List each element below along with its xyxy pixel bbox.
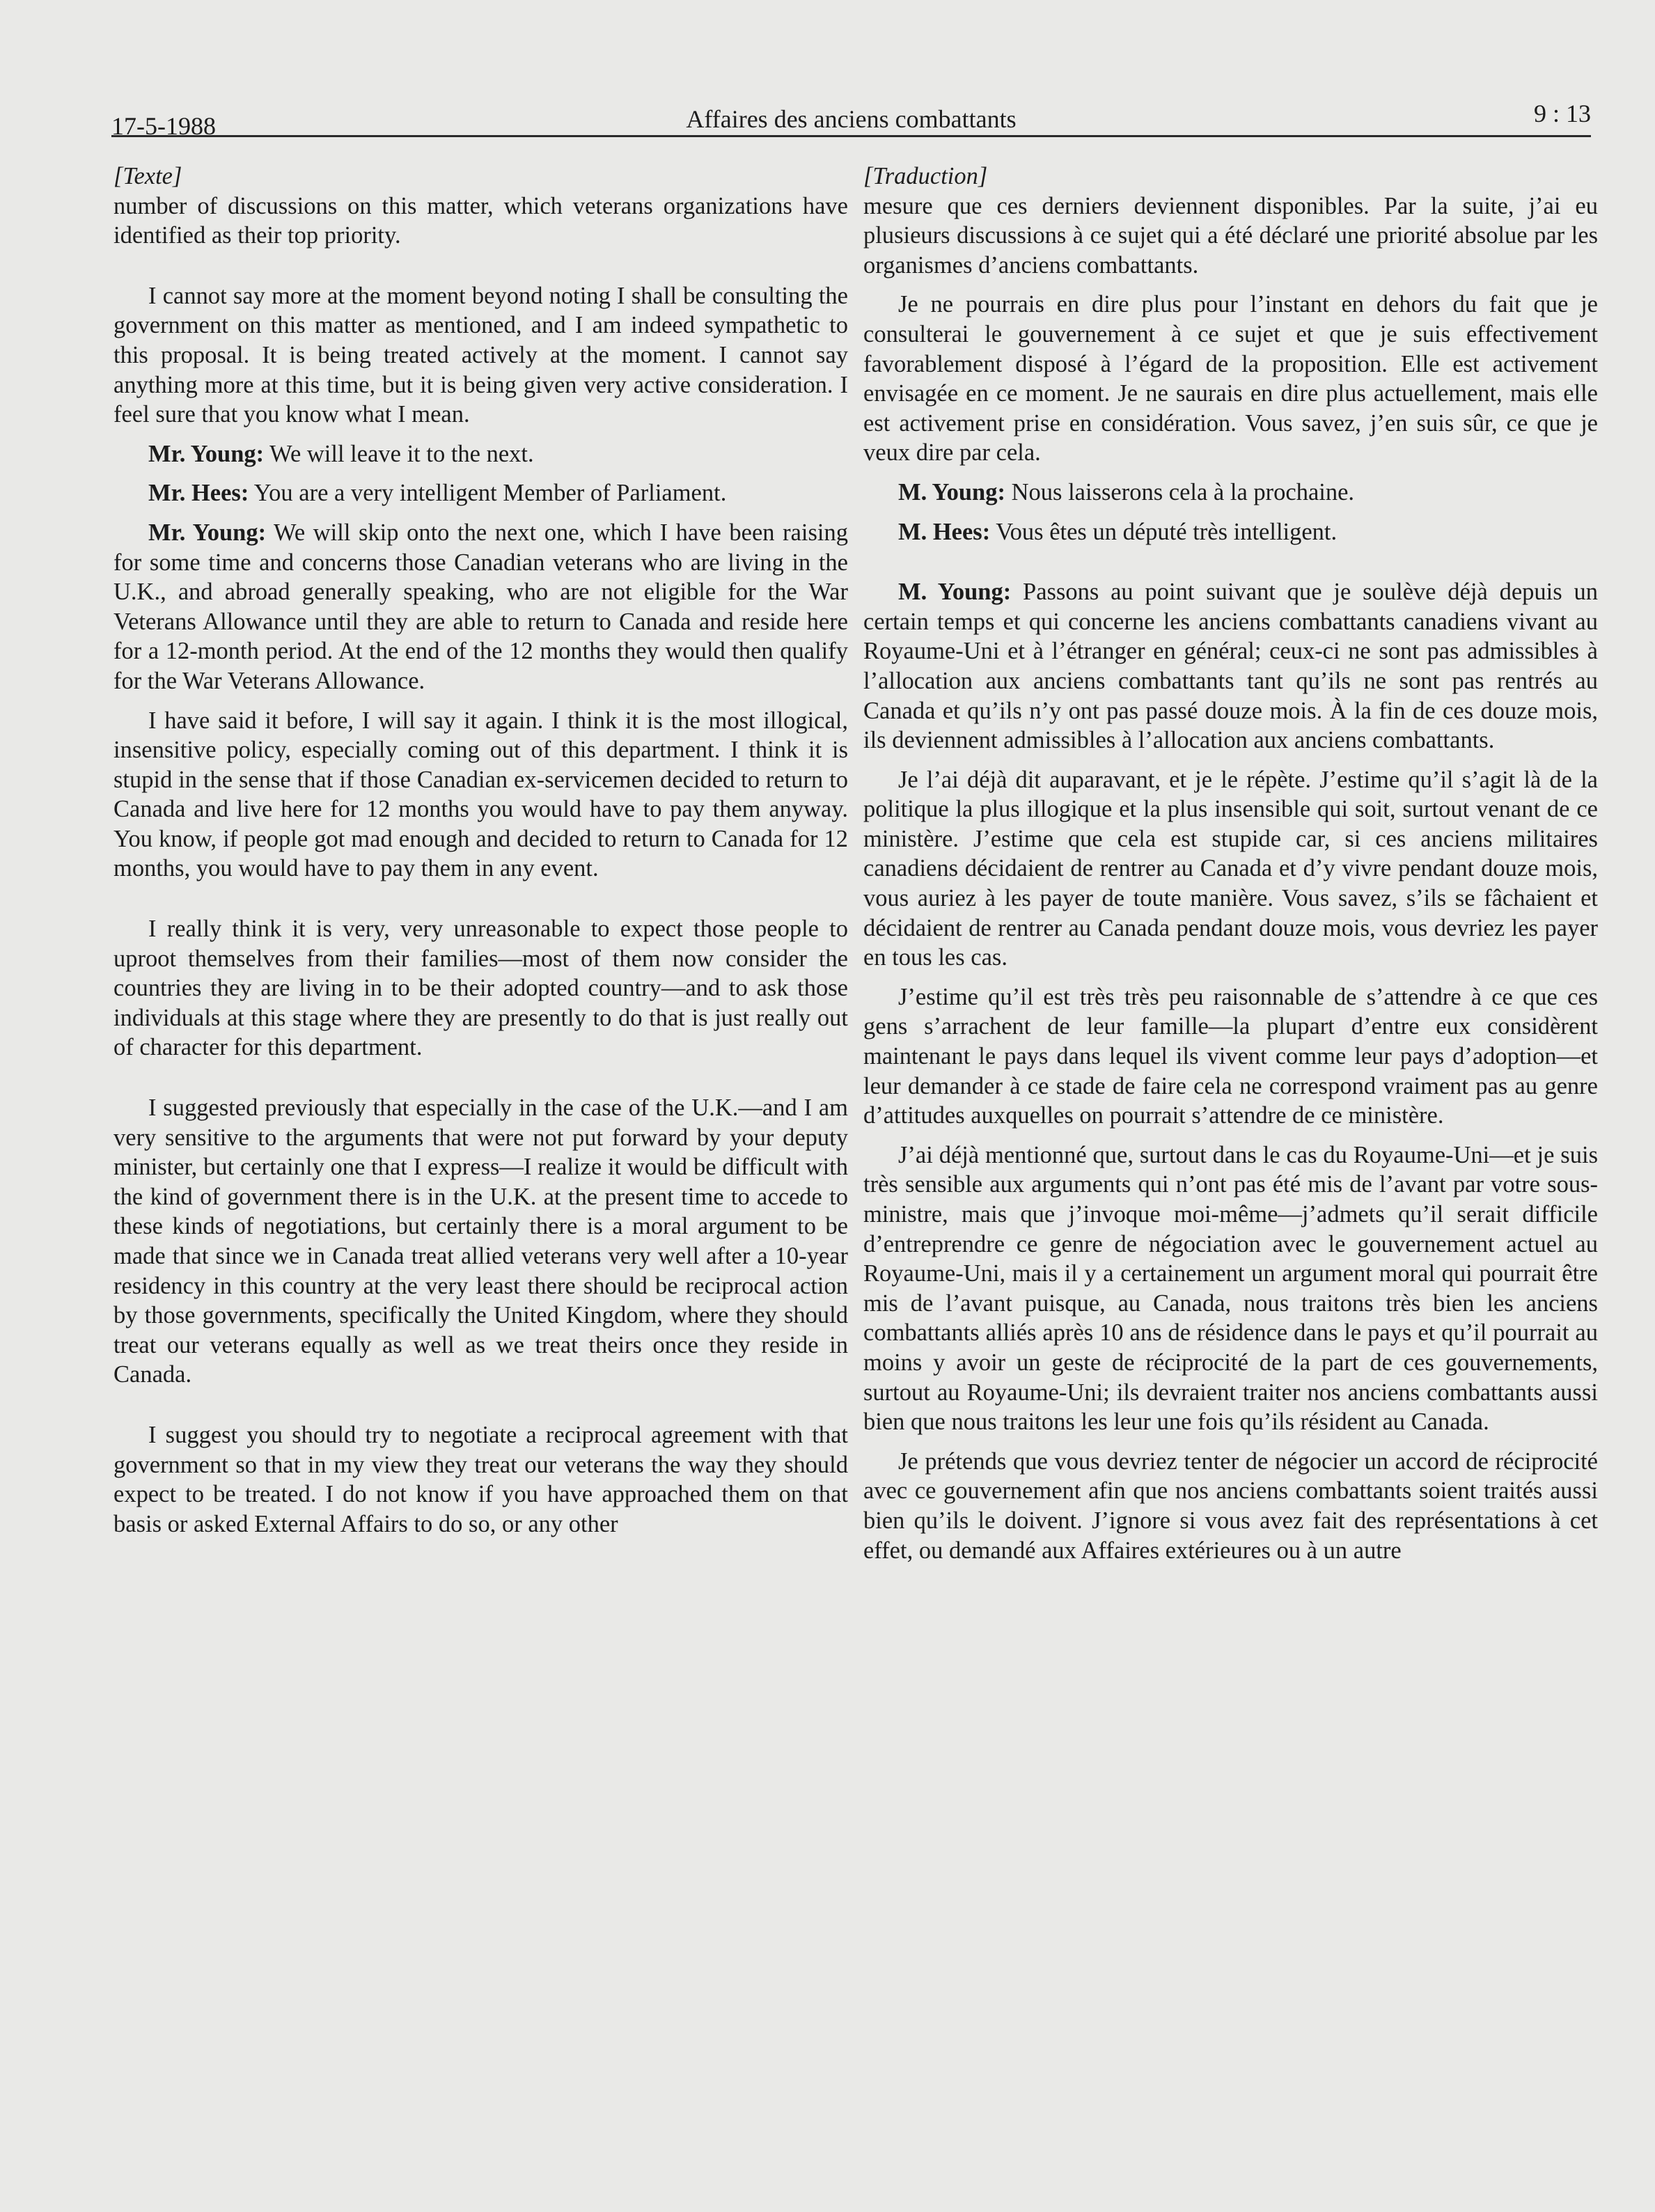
paragraph: I have said it before, I will say it again. I think it is the most illogical, insensitive policy, especially coming out of this department. I think it is stupid in the sense that if those Canadian ex-servicemen decided to return to Canada and live here for 12 months you would have to pay them anyway. You know, if people got mad enough and decided to return to Canada for 12 months, you would have to pay them in any event. bbox=[113, 707, 848, 882]
speech-text: Passons au point suivant que je soulève déjà depuis un certain temps et qui concerne les anciens combattants canadiens vivant au Royaume-Uni et à l’étranger en général; ceux-ci ne sont pas admissibles à l’allocation aux anciens combattants tant qu’ils ne sont pas rentrés au Canada et qu’ils n’y ont pas passé douze mois. À la fin de ces douze mois, ils deviennent admissibles à l’allocation aux anciens combattants. bbox=[863, 579, 1598, 754]
header-date: 17-5-1988 bbox=[111, 112, 216, 140]
speech-paragraph bbox=[863, 577, 1598, 755]
english-column bbox=[113, 162, 848, 1548]
speaker-name: Mr. Hees: bbox=[148, 480, 249, 507]
section-marker-traduction: [Traduction] bbox=[863, 163, 988, 189]
speech-text: Vous êtes un député très intelligent. bbox=[990, 518, 1338, 545]
speaker-name: M. Young: bbox=[898, 478, 1005, 505]
paragraph: Je ne pourrais en dire plus pour l’instant en dehors du fait que je consulterai le gouvernement à ce sujet et que je suis effectivement favorablement disposé à l’égard de la proposition. Elle est activement envisagée en ce moment. Je ne saurais en dire plus actuellement, mais elle est activement prise en considération. Vous savez, j’en suis sûr, ce que je veux dire par cela. bbox=[863, 291, 1598, 466]
header-title: Affaires des anciens combattants bbox=[686, 105, 1017, 133]
french-column bbox=[863, 162, 1598, 1575]
speaker-name: Mr. Young: bbox=[148, 519, 267, 546]
speech-paragraph bbox=[113, 518, 848, 696]
speech-text: We will leave it to the next. bbox=[264, 440, 534, 467]
speech-paragraph bbox=[113, 478, 848, 508]
paragraph: J’estime qu’il est très très peu raisonnable de s’attendre à ce que ces gens s’arrachent de leur famille—la plupart d’entre eux considèrent maintenant le pays dans lequel ils vivent comme leur pays d’adoption—et leur demander à ce stade de faire cela ne correspond vraiment pas au genre d’attitudes auxquelles on pourrait s’attendre de ce ministère. bbox=[863, 983, 1598, 1129]
speaker-name: Mr. Young: bbox=[148, 440, 265, 467]
speech-paragraph bbox=[863, 478, 1598, 508]
paragraph: I suggest you should try to negotiate a reciprocal agreement with that government so that in my view they treat our veterans the way they should expect to be treated. I do not know if you have approached them on that basis or asked External Affairs to do so, or any other bbox=[113, 1421, 848, 1537]
speech-text: Nous laisserons cela à la prochaine. bbox=[1005, 478, 1355, 505]
speech-paragraph bbox=[863, 517, 1598, 547]
speech-text: You are a very intelligent Member of Parliament. bbox=[249, 480, 727, 507]
speaker-name: M. Hees: bbox=[898, 518, 991, 545]
speaker-name: M. Young: bbox=[898, 579, 1012, 606]
paragraph: J’ai déjà mentionné que, surtout dans le cas du Royaume-Uni—et je suis très sensible aux arguments qui n’ont pas été mis de l’avant par votre sous-ministre, mais que j’invoque moi-même—j’admets qu’il serait difficile d’entreprendre ce genre de négociation avec le gouvernement actuel au Royaume-Uni, mais il y a certainement un argument moral qui pourrait être mis de l’avant puisque, au Canada, nous traitons très bien les anciens combattants alliés après 10 ans de résidence dans le pays et qu’il pourrait au moins y avoir un geste de réciprocité de la part de ces gouvernements, surtout au Royaume-Uni; ils devraient traiter nos anciens combattants aussi bien que nous traitons les leur une fois qu’ils résident au Canada. bbox=[863, 1141, 1598, 1436]
speech-text: We will skip onto the next one, which I have been raising for some time and concerns those Canadian veterans who are living in the U.K., and abroad generally speaking, who are not eligible for the War Veterans Allowance until they are able to return to Canada and reside here for a 12-month period. At the end of the 12 months they would then qualify for the War Veterans Allowance. bbox=[113, 519, 848, 694]
paragraph: Je prétends que vous devriez tenter de négocier un accord de réciprocité avec ce gouvernement afin que nos anciens combattants soient traités aussi bien qu’ils le doivent. J’ignore si vous avez fait des représentations à cet effet, ou demandé aux Affaires extérieures ou à un autre bbox=[863, 1448, 1598, 1564]
paragraph: I suggested previously that especially in the case of the U.K.—and I am very sensitive to the arguments that were not put forward by your deputy minister, but certainly one that I express—I realize it would be difficult with the kind of government there is in the U.K. at the present time to accede to these kinds of negotiations, but certainly there is a moral argument to be made that since we in Canada treat allied veterans very well after a 10-year residency in this country at the very least there should be reciprocal action by those governments, specifically the United Kingdom, where they should treat our veterans equally as well as we treat theirs once they reside in Canada. bbox=[113, 1095, 848, 1388]
paragraph: mesure que ces derniers deviennent disponibles. Par la suite, j’ai eu plusieurs discussions à ce sujet qui a été déclaré une priorité absolue par les organismes d’anciens combattants. bbox=[863, 192, 1598, 279]
header-page-number: 9 : 13 bbox=[1533, 100, 1591, 127]
paragraph: I cannot say more at the moment beyond noting I shall be consulting the government on this matter as mentioned, and I am indeed sympathetic to this proposal. It is being treated actively at the moment. I cannot say anything more at this time, but it is being given very active consideration. I feel sure that you know what I mean. bbox=[113, 282, 848, 428]
page-header bbox=[111, 97, 1591, 140]
section-marker-texte: [Texte] bbox=[113, 163, 182, 189]
paragraph: Je l’ai déjà dit auparavant, et je le répète. J’estime qu’il s’agit là de la politique la plus illogique et la plus insensible qui soit, surtout venant de ce ministère. J’estime que cela est stupide car, si ces anciens militaires canadiens décidaient de rentrer au Canada et d’y vivre pendant douze mois, vous auriez à les payer de toute manière. Vous savez, s’ils se fâchaient et décidaient de rentrer au Canada pendant douze mois, vous devriez les payer en tous les cas. bbox=[863, 766, 1598, 971]
paragraph: number of discussions on this matter, which veterans organizations have identified as their top priority. bbox=[113, 192, 848, 249]
paragraph: I really think it is very, very unreasonable to expect those people to uproot themselves from their families—most of them now consider the countries they are living in to be their adopted country—and to ask those individuals at this stage where they are presently to do that is just really out of character for this department. bbox=[113, 916, 848, 1061]
speech-paragraph bbox=[113, 439, 848, 469]
